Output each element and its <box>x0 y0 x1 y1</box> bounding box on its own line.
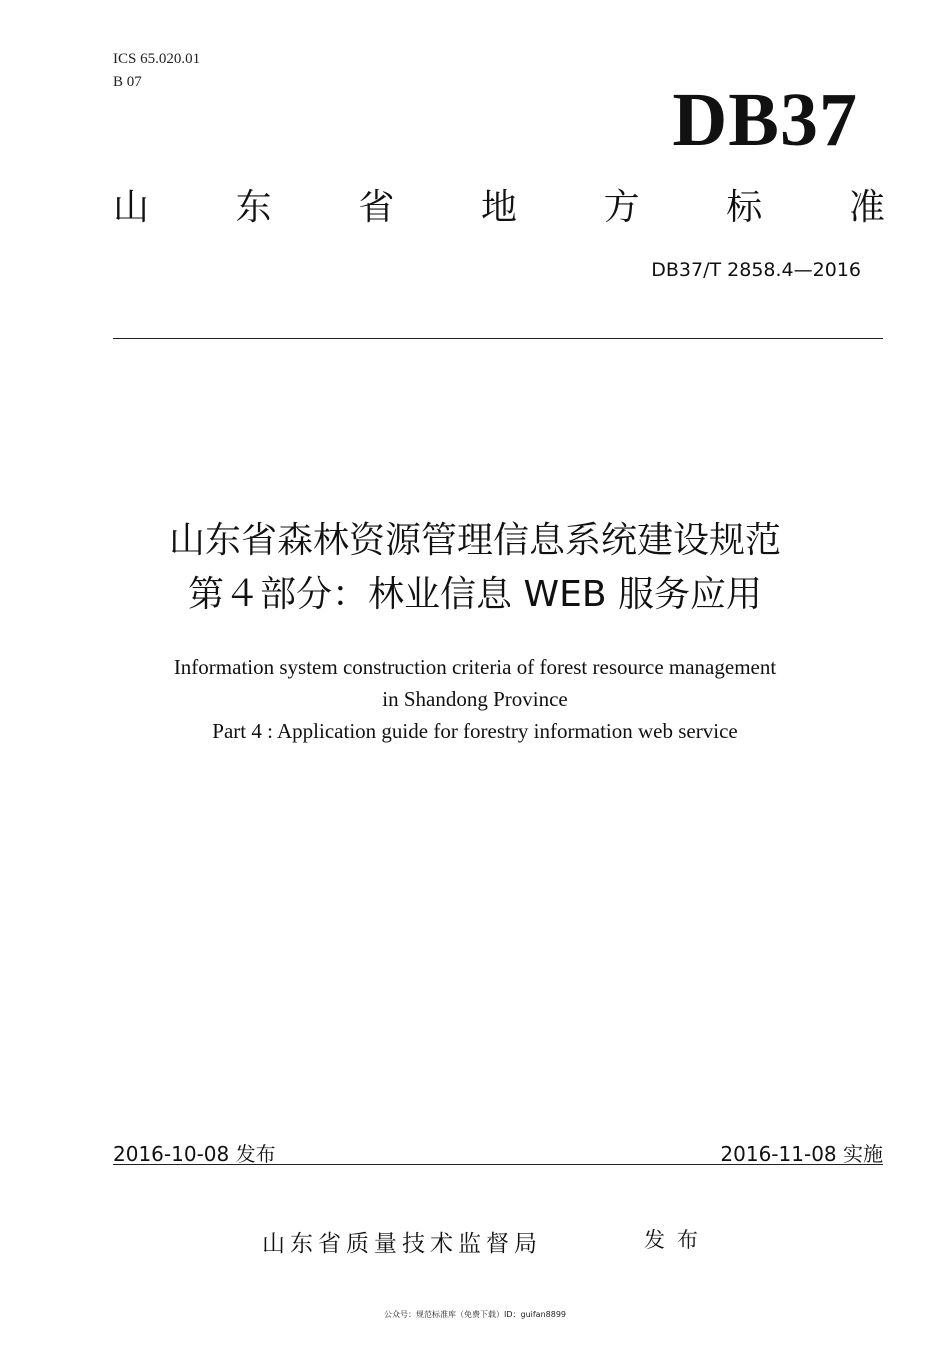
issue-label: 发布 <box>644 1228 710 1252</box>
chinese-title-line-1: 山东省森林资源管理信息系统建设规范 <box>168 520 781 561</box>
ccs-code: B 07 <box>113 74 142 90</box>
bottom-divider <box>113 1164 883 1165</box>
standard-type-char: 方 <box>603 187 640 228</box>
standard-type <box>113 186 885 230</box>
top-divider <box>113 338 883 339</box>
classification-codes <box>113 48 200 94</box>
footer-watermark: 公众号：规范标准库（免费下载）ID：guifan8899 <box>383 1310 567 1319</box>
standard-type-char: 省 <box>358 187 395 228</box>
issuing-authority: 山东省质量技术监督局 <box>262 1231 542 1257</box>
english-title <box>0 651 950 747</box>
standard-type-char: 地 <box>480 187 517 228</box>
english-title-line-3: Part 4 : Application guide for forestry information web service <box>212 719 738 743</box>
standard-type-char: 标 <box>726 187 763 228</box>
publish-date: 2016-10-08 发布 <box>113 1142 276 1166</box>
standard-type-char: 准 <box>848 187 885 228</box>
standard-type-char: 东 <box>235 187 272 228</box>
standard-type-char: 山 <box>113 187 150 228</box>
ics-code: ICS 65.020.01 <box>113 51 201 67</box>
standard-code: DB37/T 2858.4—2016 <box>651 259 861 281</box>
implement-date: 2016-11-08 实施 <box>720 1142 883 1166</box>
english-title-line-2: in Shandong Province <box>382 687 568 711</box>
english-title-line-1: Information system construction criteria of forest resource management <box>173 655 777 679</box>
chinese-title-line-2: 第４部分：林业信息 WEB 服务应用 <box>188 574 762 615</box>
db37-logo: DB37 <box>672 78 858 162</box>
